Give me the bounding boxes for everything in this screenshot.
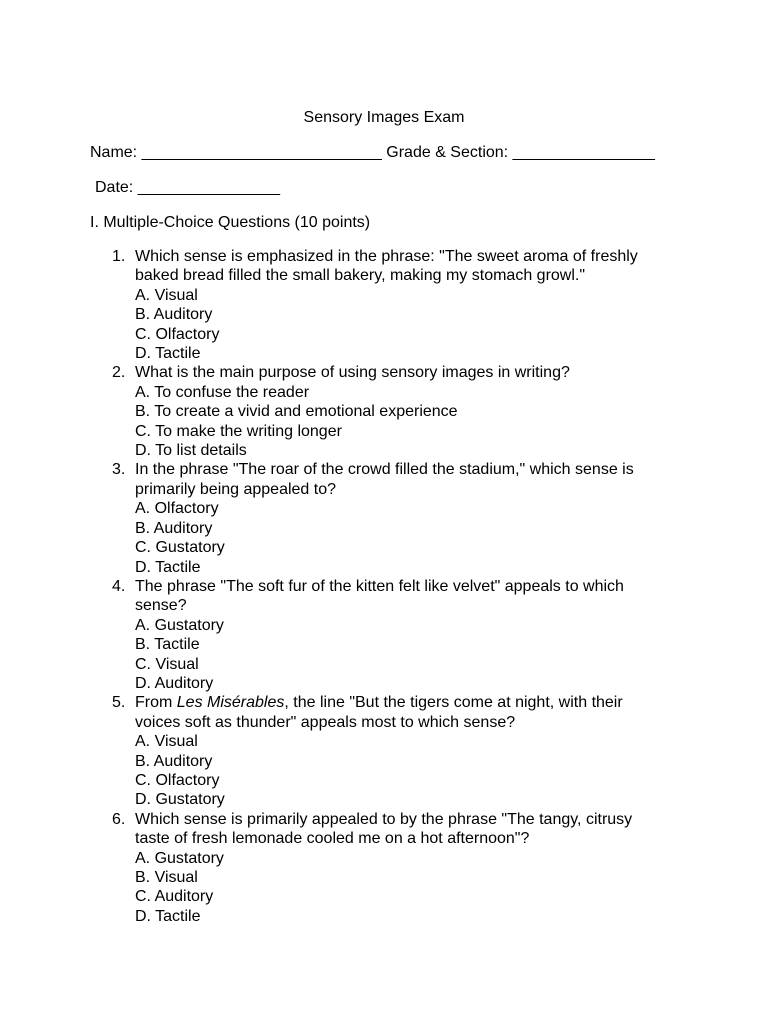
question-2 [0, 363, 655, 460]
option-d: D. To list details [135, 442, 247, 460]
option-b: B. Visual [135, 869, 198, 886]
option-a: A. Visual [135, 733, 198, 751]
option-b: B. Auditory [135, 519, 213, 537]
option-c: C. Olfactory [135, 771, 220, 789]
option-c: C. Gustatory [135, 539, 225, 557]
book-title: Les Misérables [176, 694, 285, 712]
exam-title: Sensory Images Exam [303, 109, 465, 126]
option-d: D. Gustatory [135, 791, 225, 809]
option-d: D. Auditory [135, 674, 214, 692]
option-c: C. Visual [135, 655, 199, 673]
question-number: 1. [112, 248, 126, 265]
option-c: C. Olfactory [135, 325, 220, 343]
option-b: B. To create a vivid and emotional experience [135, 403, 458, 421]
question-number: 6. [112, 810, 126, 828]
option-d: D. Tactile [135, 907, 201, 925]
question-text-prefix: From [135, 694, 177, 712]
question-text: In the phrase "The roar of the crowd filled the stadium," which sense is primarily being appealed to? [135, 461, 634, 498]
question-5 [0, 693, 655, 809]
option-b: B. Auditory [135, 752, 213, 770]
question-list [0, 247, 768, 926]
question-text: Which sense is emphasized in the phrase: "The sweet aroma of freshly baked bread filled the small bakery, making my stomach growl." [135, 248, 638, 285]
question-number: 3. [112, 461, 126, 479]
section-heading: I. Multiple-Choice Questions (10 points) [90, 214, 371, 231]
question-6 [0, 810, 655, 926]
question-text: Which sense is primarily appealed to by the phrase "The tangy, citrusy taste of fresh lemonade cooled me on a hot afternoon"? [135, 810, 633, 848]
option-a: A. Gustatory [135, 616, 224, 634]
question-text: What is the main purpose of using sensory images in writing? [135, 364, 570, 382]
option-a: A. To confuse the reader [135, 383, 310, 401]
question-text: The phrase "The soft fur of the kitten felt like velvet" appeals to which sense? [135, 577, 624, 615]
option-a: A. Gustatory [135, 849, 224, 867]
option-a: A. Olfactory [135, 500, 219, 518]
name-grade-line: Name: ___________________________ Grade & Section: ________________ [90, 144, 655, 161]
option-b: B. Auditory [135, 306, 213, 324]
question-text [135, 693, 655, 732]
question-text-suffix: , the line "But the tigers come at night, with their voices soft as thunder" appeals most to which sense? [135, 694, 623, 731]
question-number: 2. [112, 364, 126, 382]
question-number: 4. [112, 577, 126, 595]
option-d: D. Tactile [135, 558, 201, 576]
option-d: D. Tactile [135, 345, 201, 363]
question-number: 5. [112, 694, 126, 712]
question-4 [0, 577, 655, 693]
date-line: Date: ________________ [95, 179, 281, 196]
option-c: C. To make the writing longer [135, 422, 342, 440]
question-3 [0, 460, 655, 576]
option-a: A. Visual [135, 286, 198, 304]
option-c: C. Auditory [135, 888, 214, 906]
option-b: B. Tactile [135, 636, 200, 654]
question-1 [0, 247, 655, 363]
